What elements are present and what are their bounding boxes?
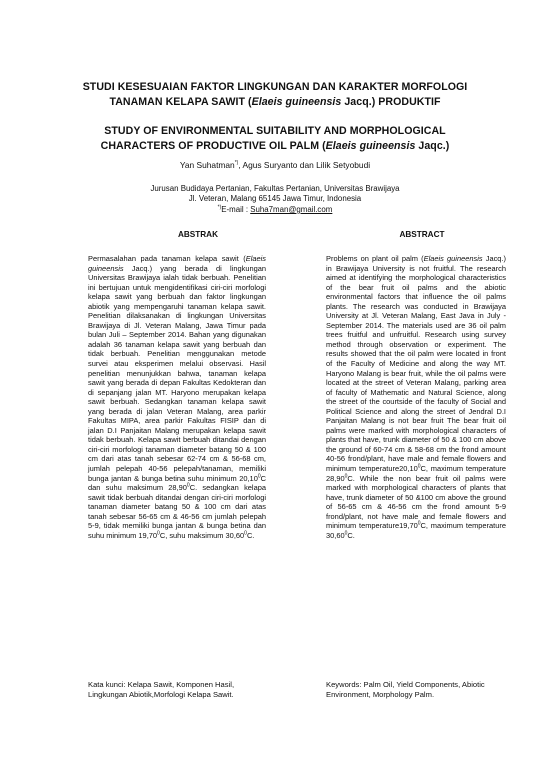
title-en-line2 xyxy=(70,139,480,154)
affiliation xyxy=(110,184,440,215)
title-id-line2 xyxy=(70,95,480,110)
degree-mark: 0 xyxy=(244,530,247,537)
abstrak-part: Jacq.) yang berada di lingkungan Universitas Brawijaya ialah tidak berbuah. Penelitian ini bertujuan untuk mengidentifikasi ciri-ciri morfologi kelapa sawit yang berbuah dan faktor lingkungan abiotik yang mempengaruhi tanaman kelapa sawit. Penelitian dilaksanakan di lingkungan Universitas Brawijaya di Jl. Veteran Malang, Jawa Timur pada bulan Juli – September 2014. Bahan yang digunakan adalah 36 tanaman kelapa sawit yang berbuah dan tidak berbuah. Penelitian menggunakan metode survei atau eksperimen melalui observasi. Hasil penelitian menunjukkan bahwa, tanaman kelapa sawit yang berada di depan Fakultas Kedokteran dan di sepanjang jalan MT. Haryono merupakan kelapa sawit berbuah. Sedangkan tanaman kelapa sawit yang berada di jalan Veteran Malang, area parkir Fakultas MIPA, area parkir Fakultas FISIP dan di jalan D.I Panjaitan Malang merupakan kelapa sawit tidak berbuah. Kelapa sawit berbuah ditandai dengan ciri-ciri morfologi tanaman diameter batang 50 & 100 cm dari atas tanah sebesar 62-74 cm & 56-68 cm, jumlah pelepah 40-56 pelepah/tanaman, memiliki bunga jantan & bunga betina suhu minimum 20,10 xyxy=(88,263,266,483)
heading-abstrak: ABSTRAK xyxy=(177,230,219,239)
title-en-species: Elaeis guineensis xyxy=(325,140,416,152)
title-id-line2-pre: TANAMAN KELAPA SAWIT ( xyxy=(109,96,252,108)
abstract-part: C. xyxy=(347,530,355,540)
degree-mark: 0 xyxy=(186,482,190,489)
title-en-line2-pre: CHARACTERS OF PRODUCTIVE OIL PALM ( xyxy=(100,140,326,152)
keywords-indonesian: Kata kunci: Kelapa Sawit, Komponen Hasil, Lingkungan Abiotik,Morfologi Kelapa Sawit. xyxy=(88,680,235,699)
email-link[interactable]: Suha7man@gmail.com xyxy=(250,204,333,214)
abstract-part: C, maximum temperature 28,90 xyxy=(326,464,506,483)
title-english xyxy=(70,124,480,154)
author-list xyxy=(100,160,450,170)
heading-abstract: ABSTRACT xyxy=(399,230,445,239)
title-id-line1: STUDI KESESUAIAN FAKTOR LINGKUNGAN DAN KARAKTER MORFOLOGI xyxy=(82,81,468,93)
abstrak-part: C. sedangkan kelapa sawit tidak berbuah ditandai dengan ciri-ciri morfologi tanaman diameter batang 50 & 100 cm dari atas tanah sebesar 56-65 cm & 46-56 cm jumlah pelepah 5-9, tidak memiliki bunga jantan & bunga betina dan suhu minimum 19,70 xyxy=(88,483,266,540)
degree-mark: 0 xyxy=(417,520,421,527)
email-mark: *) xyxy=(217,204,222,211)
abstract-part: C. While the non bear fruit oil palms were marked with morphological characters of plants that have, trunk diameter of 50 &100 cm above the ground of 56-65 cm & 46-56 cm the frond amount 5-9 frond/plant, not have male and female flowers and minimum temperature19,70 xyxy=(326,473,506,531)
title-en-line1: STUDY OF ENVIRONMENTAL SUITABILITY AND MORPHOLOGICAL xyxy=(104,125,446,137)
abstract-text xyxy=(326,254,506,540)
abstrak-text xyxy=(88,254,266,540)
title-indonesian xyxy=(70,80,480,110)
title-id-species: Elaeis guineensis xyxy=(251,96,342,108)
author-rest: , Agus Suryanto dan Lilik Setyobudi xyxy=(238,160,371,170)
affiliation-dept: Jurusan Budidaya Pertanian, Fakultas Pertanian, Universitas Brawijaya xyxy=(150,184,400,193)
affiliation-address: Jl. Veteran, Malang 65145 Jawa Timur, Indonesia xyxy=(188,194,362,204)
abstract-part: Jacq.) in Brawijaya University is not fruitful. The research aimed at identifying the morphological characteristics of the bear fruit oil palms and the abiotic environmental factors that influence the oil palms plants. The research was conducted in Brawijaya University at Jl. Veteran Malang, East Java in July - September 2014. The materials used are 36 oil palm trees fruitful and unfruitful. Research using survey method through observation or experiment. The results showed that the oil palm were located in front of the Faculty of Medicine and along the way MT. Haryono Malang is bear fruit, while the oil palms were located at the street of Veteran Malang, parking area of faculty of Mathematic and Natural Science, along the street of the courtside of the faculty of Social and Political Science and along the street of Jendral D.I Panjaitan Malang is not bear fruit The bear fruit oil palms were marked with morphological characters of plants that have, trunk diameter of 50 & 100 cm above the ground of 60-74 cm & 58-68 cm the frond amount 40-56 frond/plant, have male and female flowers and minimum temperature20,10 xyxy=(326,254,506,474)
degree-mark: 0 xyxy=(344,530,348,537)
abstrak-species: Elaeis guineensis xyxy=(88,254,266,273)
email-label: E-mail : xyxy=(221,204,251,214)
title-id-line2-post: Jacq.) PRODUKTIF xyxy=(341,96,441,108)
degree-mark: 0 xyxy=(344,473,348,480)
affiliation-email-line xyxy=(110,205,440,215)
abstract-species: Elaeis guineensis xyxy=(423,254,483,263)
degree-mark: 0 xyxy=(157,530,160,537)
keywords-english: Keywords: Palm Oil, Yield Components, Abiotic Environment, Morphology Palm. xyxy=(326,680,485,699)
abstract-part: Problems on plant oil palm ( xyxy=(326,254,424,263)
degree-mark: 0 xyxy=(257,473,261,480)
degree-mark: 0 xyxy=(417,463,421,470)
author-mark: *) xyxy=(234,160,239,167)
abstrak-part: C, suhu maksimum 30,60 xyxy=(159,530,245,540)
abstract-part: C, maximum temperature 30,60 xyxy=(326,521,506,540)
author-first: Yan Suhatman xyxy=(179,160,235,170)
title-en-line2-post: Jaqc.) xyxy=(415,140,450,152)
abstrak-part: Permasalahan pada tanaman kelapa sawit ( xyxy=(88,254,246,263)
abstrak-part: C dan suhu maksimum 28,90 xyxy=(88,473,266,493)
abstrak-part: C. xyxy=(246,530,255,540)
